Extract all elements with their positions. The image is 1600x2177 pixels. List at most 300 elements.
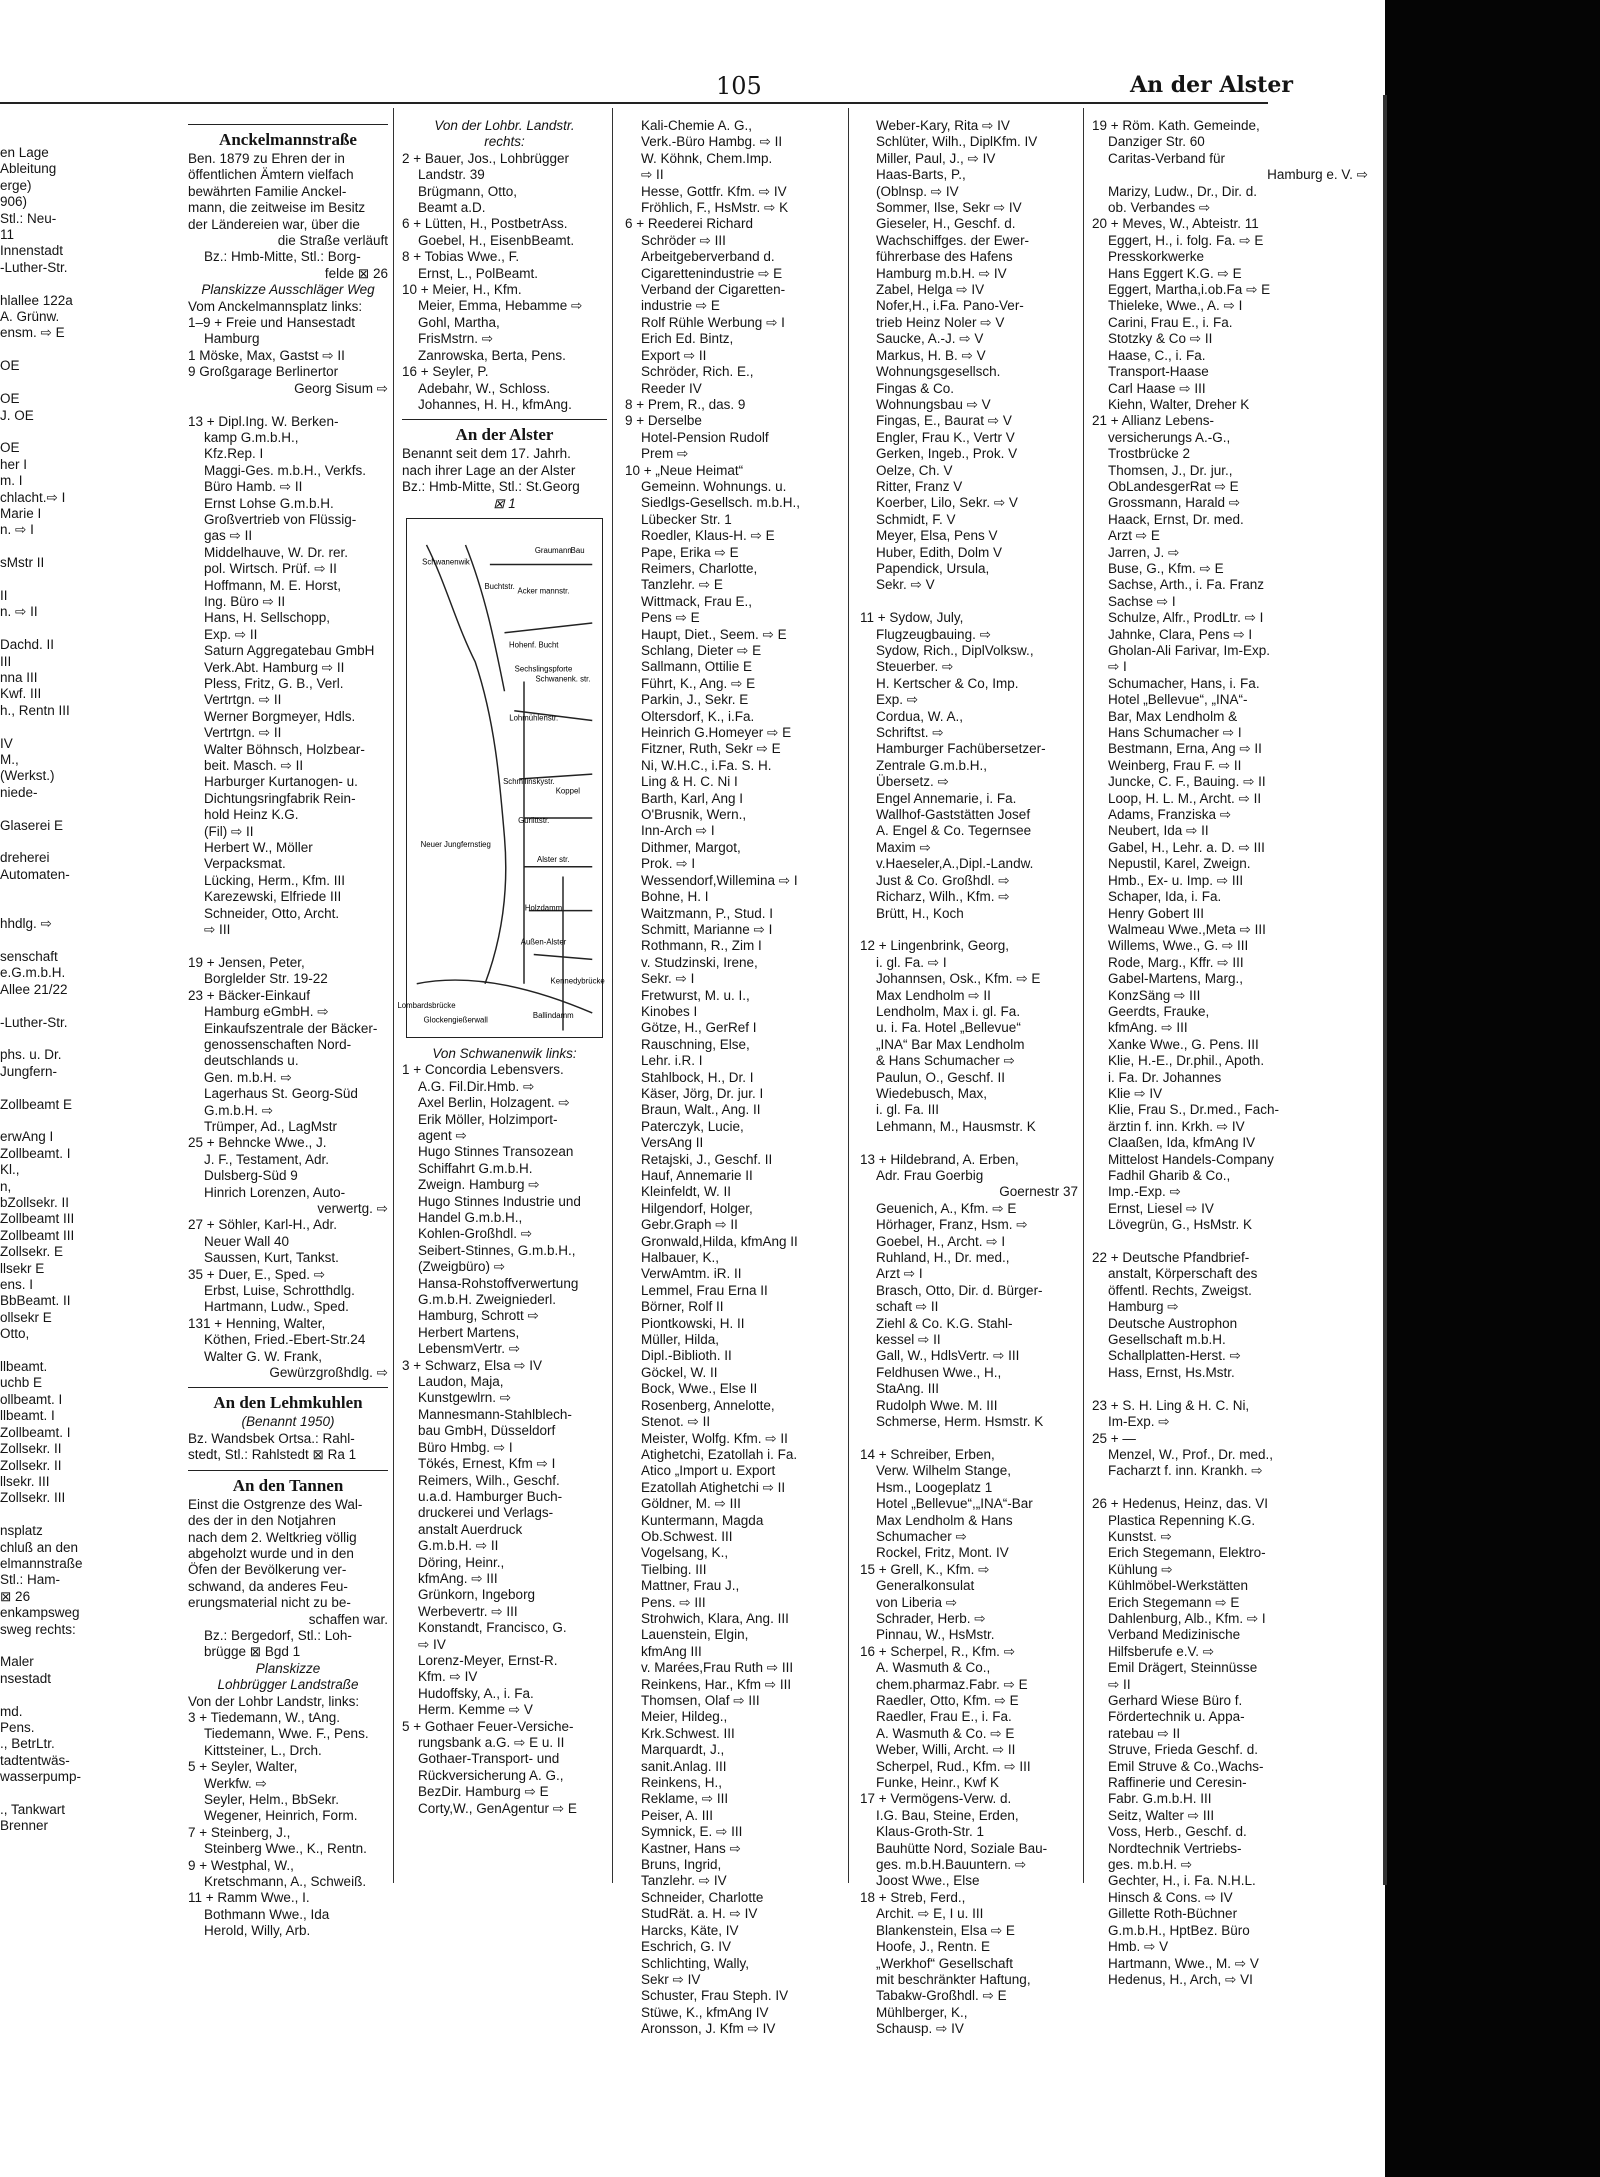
alster-shore-line xyxy=(427,545,506,984)
entry-line: Erik Möller, Holzimport- xyxy=(418,1111,558,1127)
street-heading: An der Alster xyxy=(402,419,607,446)
entry-line: Walmeau Wwe.,Meta ⇨ III xyxy=(1108,921,1266,937)
entry-line: Hmb., Ex- u. Imp. ⇨ III xyxy=(1108,872,1244,888)
entry-line: Verw. Wilhelm Stange, xyxy=(876,1463,1012,1479)
entry-line: Adr. Frau Goerbig xyxy=(876,1168,984,1183)
entry-line: Roedler, Klaus-H. ⇨ E xyxy=(641,528,775,544)
entry-line: Heinrich G.Homeyer ⇨ E xyxy=(641,725,792,741)
entry-line: mit beschränkter Haftung, xyxy=(876,1971,1031,1987)
entry-line: KonzSäng ⇨ III xyxy=(1108,987,1201,1003)
entry-line: Schlang, Dieter ⇨ E xyxy=(641,643,762,658)
entry-line: StudRät. a. H. ⇨ IV xyxy=(641,1906,758,1922)
entry-line: Schmitt, Marianne ⇨ I xyxy=(641,921,773,937)
entry-line: Lehmann, M., Hausmstr. K xyxy=(876,1118,1036,1134)
entry-line: Von der Lohbr Landstr, links: xyxy=(188,1693,360,1709)
entry-line: Karezewski, Elfriede III xyxy=(204,889,342,905)
entry-line: Arzt ⇨ E xyxy=(1108,528,1160,544)
entry-line: Hamburg e. V. ⇨ xyxy=(1267,167,1368,183)
entry-line: Struve, Frieda Geschf. d. xyxy=(1108,1742,1259,1758)
entry-line: Axel Berlin, Holzagent. ⇨ xyxy=(418,1095,570,1111)
entry-line: LebensmVertr. ⇨ xyxy=(418,1341,521,1357)
entry-line: (Zweigbüro) ⇨ xyxy=(418,1259,506,1275)
entry-line: Marizy, Ludw., Dr., Dir. d. xyxy=(1108,183,1258,199)
entry-line: ⇨ II xyxy=(1108,1676,1131,1692)
edge-fragment-line xyxy=(0,834,88,850)
entry-line: Rolf Rühle Werbung ⇨ I xyxy=(641,314,785,330)
edge-fragment-line: Automaten- xyxy=(0,866,70,882)
entry-line: gas ⇨ II xyxy=(204,528,253,544)
entry-line: Wohnungsgesellsch. xyxy=(876,364,1001,380)
entry-line: Paterczyk, Lucie, xyxy=(641,1118,744,1134)
entry-line: 23 + S. H. Ling & H. C. Ni, xyxy=(1092,1397,1250,1413)
entry-line: Hotel „Bellevue“, „INA“- xyxy=(1108,692,1248,708)
edge-fragment-line xyxy=(0,1343,88,1359)
entry-line: Stüwe, K., kfmAng IV xyxy=(641,2004,769,2020)
entry-line: Raffinerie und Ceresin- xyxy=(1108,1775,1247,1791)
entry-line: Borglelder Str. 19-22 xyxy=(204,971,328,987)
edge-fragment-line xyxy=(0,998,88,1014)
entry-line: agent ⇨ xyxy=(418,1127,467,1143)
entry-line: Fördertechnik u. Appa- xyxy=(1108,1709,1245,1725)
entry-line: Kohlen-Großhdl. ⇨ xyxy=(418,1226,533,1242)
entry-line: Harcks, Käte, IV xyxy=(641,1922,739,1938)
entry-line: öffentl. Rechts, Zweigst. xyxy=(1108,1282,1252,1298)
map-svg xyxy=(397,519,605,1037)
entry-line: Führt, K., Ang. ⇨ E xyxy=(641,675,756,691)
entry-line: Hotel „Bellevue“,„INA“-Bar xyxy=(876,1496,1033,1512)
entry-line: VersAng II xyxy=(641,1135,704,1151)
entry-line: Hilgendorf, Holger, xyxy=(641,1200,753,1216)
entry-line: 20 + Meves, W., Abteistr. 11 xyxy=(1092,216,1259,232)
entry-line: Laudon, Maja, xyxy=(418,1374,504,1390)
entry-line: Hamburg m.b.H. ⇨ IV xyxy=(876,265,1007,281)
edge-fragment-line: nsplatz xyxy=(0,1523,43,1539)
entry-line: Gieseler, H., Geschf. d. xyxy=(876,216,1016,232)
entry-line: Krk.Schwest. III xyxy=(641,1725,735,1741)
edge-fragment-line: Innenstadt xyxy=(0,243,64,259)
edge-fragment-line xyxy=(0,424,88,440)
entry-line: Kfm. ⇨ IV xyxy=(418,1669,478,1685)
map-label: Lohmühlenstr. xyxy=(509,713,559,723)
map-label: Holzdamm xyxy=(524,903,563,913)
entry-line: mann, die zeitweise im Besitz xyxy=(188,200,366,216)
entry-line: 10 + Meier, H., Kfm. xyxy=(402,282,522,298)
entry-line: Scherpel, Rud., Kfm. ⇨ III xyxy=(876,1758,1031,1774)
entry-line: 16 + Seyler, P. xyxy=(402,364,489,380)
entry-line: ges. m.b.H. ⇨ xyxy=(1108,1857,1193,1873)
edge-fragment-line: ⊠ 26 xyxy=(0,1588,31,1604)
column-anckelmannstrasse xyxy=(188,118,388,1939)
page-number: 105 xyxy=(716,72,762,100)
entry-line xyxy=(1092,1480,1368,1496)
edge-fragment-line: n. ⇨ I xyxy=(0,522,34,538)
entry-line: Erbst, Luise, Schrotthdlg. xyxy=(204,1283,355,1299)
entry-line: Harburger Kurtanogen- u. xyxy=(204,774,358,790)
entry-line: Schiffahrt G.m.b.H. xyxy=(418,1160,533,1176)
entry-line xyxy=(1092,1381,1368,1397)
entry-line: abgeholzt wurde und in den xyxy=(188,1545,354,1561)
entry-line: Saussen, Kurt, Tankst. xyxy=(204,1250,339,1266)
street-heading: An den Tannen xyxy=(188,1470,388,1497)
edge-fragment-line: nna III xyxy=(0,670,38,685)
entry-line: 23 + Bäcker-Einkauf xyxy=(188,987,310,1003)
entry-line: Eschrich, G. IV xyxy=(641,1939,732,1955)
map-label: Glockengießerwall xyxy=(423,1015,488,1025)
edge-fragment-line: phs. u. Dr. xyxy=(0,1047,62,1063)
entry-line: Hass, Ernst, Hs.Mstr. xyxy=(1108,1364,1235,1380)
entry-line: Weber, Willi, Archt. ⇨ II xyxy=(876,1742,1016,1758)
edge-fragment-line: ensm. ⇨ E xyxy=(0,325,65,341)
entry-line: Im-Exp. ⇨ xyxy=(1108,1414,1170,1430)
entry-line: Schumacher ⇨ xyxy=(876,1528,967,1544)
entry-line: Schaper, Ida, i. Fa. xyxy=(1108,889,1222,905)
entry-line: FrisMstrn. ⇨ xyxy=(418,331,494,347)
entry-line: druckerei und Verlags- xyxy=(418,1505,554,1521)
entry-line: der Ländereien war, über die xyxy=(188,216,360,232)
entry-line: (Fil) ⇨ II xyxy=(204,823,254,839)
entry-line: 6 + Reederei Richard xyxy=(625,216,753,232)
entry-line: Hamburg eGmbH. ⇨ xyxy=(204,1004,329,1020)
entry-line: Weinberg, Frau F. ⇨ II xyxy=(1108,757,1242,773)
entry-line: Kühlung ⇨ xyxy=(1108,1561,1173,1577)
map-label: Sechslingspforte xyxy=(514,664,573,674)
entry-line: Hotel-Pension Rudolf xyxy=(641,429,769,445)
entry-line: Generalkonsulat xyxy=(876,1578,975,1594)
entry-line: Einst die Ostgrenze des Wal- xyxy=(188,1496,363,1512)
entry-line: sanit.Anlag. III xyxy=(641,1758,727,1774)
entry-line: Bz.: Bergedorf, Stl.: Loh- xyxy=(204,1627,352,1643)
entry-line: Rudolph Wwe. M. III xyxy=(876,1397,998,1413)
left-edge-fragment-column xyxy=(0,145,88,1885)
entry-line: rungsbank a.G. ⇨ E u. II xyxy=(418,1735,565,1750)
entry-line: Johannes, H. H., kfmAng. xyxy=(418,396,572,412)
entry-line: Flugzeugbauing. ⇨ xyxy=(876,626,991,642)
entry-line: Lövegrün, G., HsMstr. K xyxy=(1108,1217,1253,1233)
entry-line: Büro Hamb. ⇨ II xyxy=(204,479,303,495)
entry-line: Reinkens, Har., Kfm ⇨ III xyxy=(641,1676,792,1692)
edge-fragment-line xyxy=(0,342,88,358)
entry-line: 13 + Dipl.Ing. W. Berken- xyxy=(188,413,339,429)
entry-line: Kunstgewlrn. ⇨ xyxy=(418,1390,512,1406)
edge-fragment-line: chluß an den xyxy=(0,1539,79,1555)
entry-line: BezDir. Hamburg ⇨ E xyxy=(418,1784,549,1800)
entry-line: Steinberg Wwe., K., Rentn. xyxy=(204,1841,367,1857)
edge-fragment-line: A. Grünw. xyxy=(0,309,60,325)
entry-line: Sydow, Rich., DiplVolksw., xyxy=(876,643,1034,658)
entry-line: ⇨ II xyxy=(641,167,664,183)
entry-line: Schlichting, Wally, xyxy=(641,1955,750,1971)
entry-line: Meyer, Elsa, Pens V xyxy=(876,528,998,544)
edge-fragment-line: 11 xyxy=(0,227,15,243)
entry-line: Maxim ⇨ xyxy=(876,839,931,855)
road-line xyxy=(505,623,593,633)
entry-line: chem.pharmaz.Fabr. ⇨ E xyxy=(876,1676,1028,1692)
entry-line: 35 + Duer, E., Sped. ⇨ xyxy=(188,1266,326,1282)
edge-fragment-line xyxy=(0,1638,88,1654)
edge-fragment-line xyxy=(0,801,88,817)
entry-line: 11 + Sydow, July, xyxy=(860,610,964,626)
entry-line: Handel G.m.b.H., xyxy=(418,1210,523,1225)
entry-line: Pless, Fritz, G. B., Verl. xyxy=(204,676,344,691)
entry-line: Brütt, H., Koch xyxy=(876,905,964,921)
entry-line: Rothmann, R., Zim I xyxy=(641,938,762,954)
edge-fragment-line: ., Tankwart xyxy=(0,1802,66,1818)
entry-line: Strohwich, Klara, Ang. III xyxy=(641,1610,789,1626)
entry-line: Waitzmann, P., Stud. I xyxy=(641,905,774,921)
entry-line: Lohbrügger Landstraße xyxy=(217,1677,359,1693)
entry-line: (Oblnsp. ⇨ IV xyxy=(876,183,959,199)
edge-fragment-line: chlacht.⇨ I xyxy=(0,489,66,505)
edge-fragment-line xyxy=(0,572,88,588)
entry-line: Stotzky & Co ⇨ II xyxy=(1108,331,1213,347)
entry-line: Hans Eggert K.G. ⇨ E xyxy=(1108,265,1242,281)
entry-line: Prok. ⇨ I xyxy=(641,856,696,872)
entry-line: Deutsche Austrophon xyxy=(1108,1315,1238,1331)
entry-line: Ing. Büro ⇨ II xyxy=(204,593,286,609)
entry-line: Bz.: Hmb-Mitte, Stl.: Borg- xyxy=(204,249,361,265)
entry-line: Middelhauve, W. Dr. rer. xyxy=(204,544,349,560)
entry-line: Ezatollah Atighetchi ⇨ II xyxy=(641,1479,786,1495)
entry-line: O'Brusnik, Wern., xyxy=(641,807,747,823)
edge-fragment-line: hhdlg. ⇨ xyxy=(0,916,52,932)
entry-line: Ernst, Liesel ⇨ IV xyxy=(1108,1200,1214,1216)
entry-line: Aronsson, J. Kfm ⇨ IV xyxy=(641,2021,776,2037)
edge-fragment-line: OE xyxy=(0,391,20,407)
entry-line: Gothaer-Transport- und xyxy=(418,1751,560,1767)
entry-line: Lauenstein, Elgin, xyxy=(641,1627,749,1643)
entry-line: Grossmann, Harald ⇨ xyxy=(1108,495,1241,511)
scan-dark-border xyxy=(1385,0,1600,2177)
entry-line: Bohne, H. I xyxy=(641,889,709,905)
entry-line: Emil Struve & Co.,Wachs- xyxy=(1108,1758,1264,1774)
entry-line: Walter Böhnsch, Holzbear- xyxy=(204,741,365,757)
entry-line: Caritas-Verband für xyxy=(1108,150,1226,166)
entry-line: Fitzner, Ruth, Sekr ⇨ E xyxy=(641,741,781,757)
entry-line xyxy=(188,397,388,413)
entry-line: Sekr. ⇨ V xyxy=(876,577,935,593)
entry-line: Tanzlehr. ⇨ E xyxy=(641,577,723,593)
entry-line: Retajski, J., Geschf. II xyxy=(641,1151,773,1167)
edge-fragment-line: Kl., xyxy=(0,1162,20,1178)
entry-line: Hans Schumacher ⇨ I xyxy=(1108,725,1242,741)
entry-line: Verk.-Büro Hambg. ⇨ II xyxy=(641,134,783,150)
entry-line: ⇨ IV xyxy=(418,1636,446,1652)
entry-line: Max Lendholm ⇨ II xyxy=(876,987,991,1003)
entry-line: Fingas, E., Baurat ⇨ V xyxy=(876,413,1012,429)
entry-line: Lorenz-Meyer, Ernst-R. xyxy=(418,1652,558,1668)
entry-line: Willems, Wwe., G. ⇨ III xyxy=(1108,938,1249,954)
entry-line: Mattner, Frau J., xyxy=(641,1578,740,1594)
edge-fragment-line: Zollsekr. E xyxy=(0,1244,64,1260)
entry-line: Schausp. ⇨ IV xyxy=(876,2021,964,2037)
entry-line: Lübecker Str. 1 xyxy=(641,511,732,527)
entry-line: Raedler, Otto, Kfm. ⇨ E xyxy=(876,1693,1019,1708)
edge-fragment-line: Stl.: Ham- xyxy=(0,1572,61,1588)
entry-line: Hesse, Gottfr. Kfm. ⇨ IV xyxy=(641,183,787,199)
entry-line: Engel Annemarie, i. Fa. xyxy=(876,790,1017,806)
map-label: Neuer Jungfernstieg xyxy=(420,840,491,850)
entry-line: Export ⇨ II xyxy=(641,347,707,363)
entry-line: Halbauer, K., xyxy=(641,1250,720,1266)
entry-line: Presskorkwerke xyxy=(1108,249,1205,265)
edge-fragment-line: dreherei xyxy=(0,850,50,866)
entry-line: schaft ⇨ II xyxy=(876,1299,939,1315)
edge-fragment-line: Kwf. III xyxy=(0,686,42,702)
entry-line: Gesellschaft m.b.H. xyxy=(1108,1332,1226,1348)
entry-line: nach ihrer Lage an der Alster xyxy=(402,462,576,478)
entry-line: die Straße verläuft xyxy=(277,233,388,249)
edge-fragment-line xyxy=(0,933,88,949)
entry-line: Bestmann, Erna, Ang ⇨ II xyxy=(1108,741,1262,757)
entry-line: Bz. Wandsbek Ortsa.: Rahl- xyxy=(188,1430,355,1446)
entry-line: Fröhlich, F., HsMstr. ⇨ K xyxy=(641,200,789,216)
edge-fragment-line xyxy=(0,883,88,899)
entry-line: Hugo Stinnes Transozean xyxy=(418,1144,574,1160)
header-rule xyxy=(0,102,1268,104)
entry-line: Hsm., Loogeplatz 1 xyxy=(876,1479,993,1495)
edge-fragment-line xyxy=(0,1031,88,1047)
edge-fragment-line: III xyxy=(0,653,12,669)
entry-line: Imp.-Exp. ⇨ xyxy=(1108,1184,1181,1200)
entry-line: erungsmaterial nicht zu be- xyxy=(188,1595,351,1611)
entry-line: Seitz, Walter ⇨ III xyxy=(1108,1807,1215,1823)
edge-fragment-line: Otto, xyxy=(0,1326,30,1342)
map-label: Graumann xyxy=(534,545,572,555)
entry-line: Klie, Frau S., Dr.med., Fach- xyxy=(1108,1102,1280,1118)
entry-line: Von der Lohbr. Landstr. xyxy=(434,118,575,133)
entry-line: Großvertrieb von Flüssig- xyxy=(204,511,357,527)
edge-fragment-line: II xyxy=(0,587,8,603)
entry-line: Sommer, Ilse, Sekr ⇨ IV xyxy=(876,200,1022,216)
edge-fragment-line: erge) xyxy=(0,177,32,193)
entry-line: Vertrtgn. ⇨ II xyxy=(204,725,282,741)
entry-line: Bothmann Wwe., Ida xyxy=(204,1906,330,1922)
edge-fragment-line: OE xyxy=(0,358,20,374)
edge-fragment-line: -Luther-Str. xyxy=(0,1014,68,1030)
entry-line: Klie, H.-E., Dr.phil., Apoth. xyxy=(1108,1053,1265,1069)
entry-line: Claaßen, Ida, kfmAng IV xyxy=(1108,1135,1256,1151)
entry-line: kfmAng. ⇨ III xyxy=(418,1570,498,1586)
entry-line: deutschlands u. xyxy=(204,1053,299,1069)
entry-line: Tiedemann, Wwe. F., Pens. xyxy=(204,1726,369,1742)
edge-fragment-line: Ableitung xyxy=(0,161,57,177)
entry-line: Adams, Franziska ⇨ xyxy=(1108,807,1232,823)
entry-line xyxy=(860,594,1078,610)
edge-fragment-line: Maler xyxy=(0,1654,34,1670)
entry-line: Ziehl & Co. K.G. Stahl- xyxy=(876,1315,1013,1331)
entry-line: Exp. ⇨ xyxy=(876,692,919,708)
entry-line: Fingas & Co. xyxy=(876,380,955,396)
entry-line: A. Wasmuth & Co., xyxy=(876,1660,991,1676)
edge-fragment-line: Zollbeamt III xyxy=(0,1227,75,1243)
entry-line: Rauschning, Else, xyxy=(641,1036,750,1052)
entry-line: 15 + Grell, K., Kfm. ⇨ xyxy=(860,1561,990,1577)
entry-line: Göckel, W. II xyxy=(641,1364,718,1380)
entry-line: Maggi-Ges. m.b.H., Verkfs. xyxy=(204,462,367,478)
entry-line: Grünkorn, Ingeborg xyxy=(418,1587,536,1603)
edge-fragment-line: n. ⇨ II xyxy=(0,604,38,620)
entry-line xyxy=(188,939,388,955)
map-label: Alster str. xyxy=(537,854,570,864)
entry-line: Bock, Wwe., Else II xyxy=(641,1381,758,1397)
entry-line: StaAng. III xyxy=(876,1381,940,1397)
entry-line: Saturn Aggregatebau GmbH xyxy=(204,643,375,659)
entry-line: Haas-Barts, P., xyxy=(876,167,966,183)
entry-line: Zabel, Helga ⇨ IV xyxy=(876,282,985,298)
map-label: Buchtstr. xyxy=(484,581,515,591)
entry-line: von Liberia ⇨ xyxy=(876,1594,958,1610)
entry-line: Kittsteiner, L., Drch. xyxy=(204,1742,322,1758)
entry-line: kfmAng III xyxy=(641,1643,702,1659)
entry-line: beit. Masch. ⇨ II xyxy=(204,758,304,774)
entry-line: Seibert-Stinnes, G.m.b.H., xyxy=(418,1242,576,1258)
entry-line: Büro Hmbg. ⇨ I xyxy=(418,1439,513,1455)
entry-line: Hinrich Lorenzen, Auto- xyxy=(204,1184,346,1200)
entry-line: Marquardt, J., xyxy=(641,1742,725,1758)
map-label: Bau xyxy=(570,545,585,555)
edge-fragment-line: -Luther-Str. xyxy=(0,259,68,275)
entry-line: Verk.Abt. Hamburg ⇨ II xyxy=(204,659,345,675)
entry-line: Schlüter, Wilh., DiplKfm. IV xyxy=(876,134,1038,150)
map-label: Ballindamm xyxy=(532,1010,574,1020)
entry-line: Reeder IV xyxy=(641,380,702,396)
entry-line: Gronwald,Hilda, kfmAng II xyxy=(641,1233,798,1249)
entry-line: v. Studzinski, Irene, xyxy=(641,954,758,970)
edge-fragment-line xyxy=(0,1687,88,1703)
entry-line: ⇨ III xyxy=(204,922,231,938)
entry-line: Huber, Edith, Dolm V xyxy=(876,544,1003,560)
entry-line: trieb Heinz Noler ⇨ V xyxy=(876,314,1005,330)
entry-line: J. F., Testament, Adr. xyxy=(204,1151,330,1167)
entry-line: Brasch, Otto, Dir. d. Bürger- xyxy=(876,1282,1043,1298)
entry-line: Verpacksmat. xyxy=(204,856,286,872)
entry-line: Gerhard Wiese Büro f. xyxy=(1108,1693,1243,1708)
entry-line: Tanzlehr. ⇨ IV xyxy=(641,1873,727,1889)
edge-fragment-line: llsekr. III xyxy=(0,1473,50,1489)
entry-line: Schneider, Charlotte xyxy=(641,1889,764,1905)
entry-line: rechts: xyxy=(484,134,525,150)
entry-line: Reimers, Wilh., Geschf. xyxy=(418,1472,560,1488)
entry-line: Henry Gobert III xyxy=(1108,905,1205,921)
entry-line: Von Schwanenwik links: xyxy=(432,1045,577,1061)
entry-line: Köthen, Fried.-Ebert-Str.24 xyxy=(204,1332,366,1348)
entry-line: Trümper, Ad., LagMstr xyxy=(204,1118,338,1134)
entry-line: Bauhütte Nord, Soziale Bau- xyxy=(876,1840,1048,1856)
entry-line: Georg Sisum ⇨ xyxy=(294,380,388,396)
entry-line: Hugo Stinnes Industrie und xyxy=(418,1193,581,1209)
entry-line: brügge ⊠ Bgd 1 xyxy=(204,1644,301,1660)
entry-line: Gerken, Ingeb., Prok. V xyxy=(876,446,1018,462)
entry-line: 2 + Bauer, Jos., Lohbrügger xyxy=(402,150,569,166)
road-line xyxy=(466,545,505,691)
edge-fragment-line xyxy=(0,1113,88,1129)
entry-line: Gewürzgroßhdlg. ⇨ xyxy=(269,1365,388,1381)
entry-line: Wachschiffges. der Ewer- xyxy=(876,232,1030,248)
entry-line: Ben. 1879 zu Ehren der in xyxy=(188,151,345,166)
entry-line: Schmidt, F. V xyxy=(876,511,956,527)
entry-line: „INA“ Bar Max Lendholm xyxy=(876,1036,1025,1052)
entry-line: Kali-Chemie A. G., xyxy=(641,118,753,133)
entry-line: Funke, Heinr., Kwf K xyxy=(876,1775,1000,1791)
entry-line: Beamt a.D. xyxy=(418,200,486,216)
entry-line: hold Heinz K.G. xyxy=(204,807,299,823)
entry-line: Ob.Schwest. III xyxy=(641,1528,733,1544)
entry-line: Ernst Lohse G.m.b.H. xyxy=(204,495,334,511)
entry-line: Schulze, Alfr., ProdLtr. ⇨ I xyxy=(1108,610,1264,626)
entry-line: Cigarettenindustrie ⇨ E xyxy=(641,265,783,281)
entry-line: v. Marées,Frau Ruth ⇨ III xyxy=(641,1660,794,1676)
entry-line: Verband der Cigaretten- xyxy=(641,282,786,298)
